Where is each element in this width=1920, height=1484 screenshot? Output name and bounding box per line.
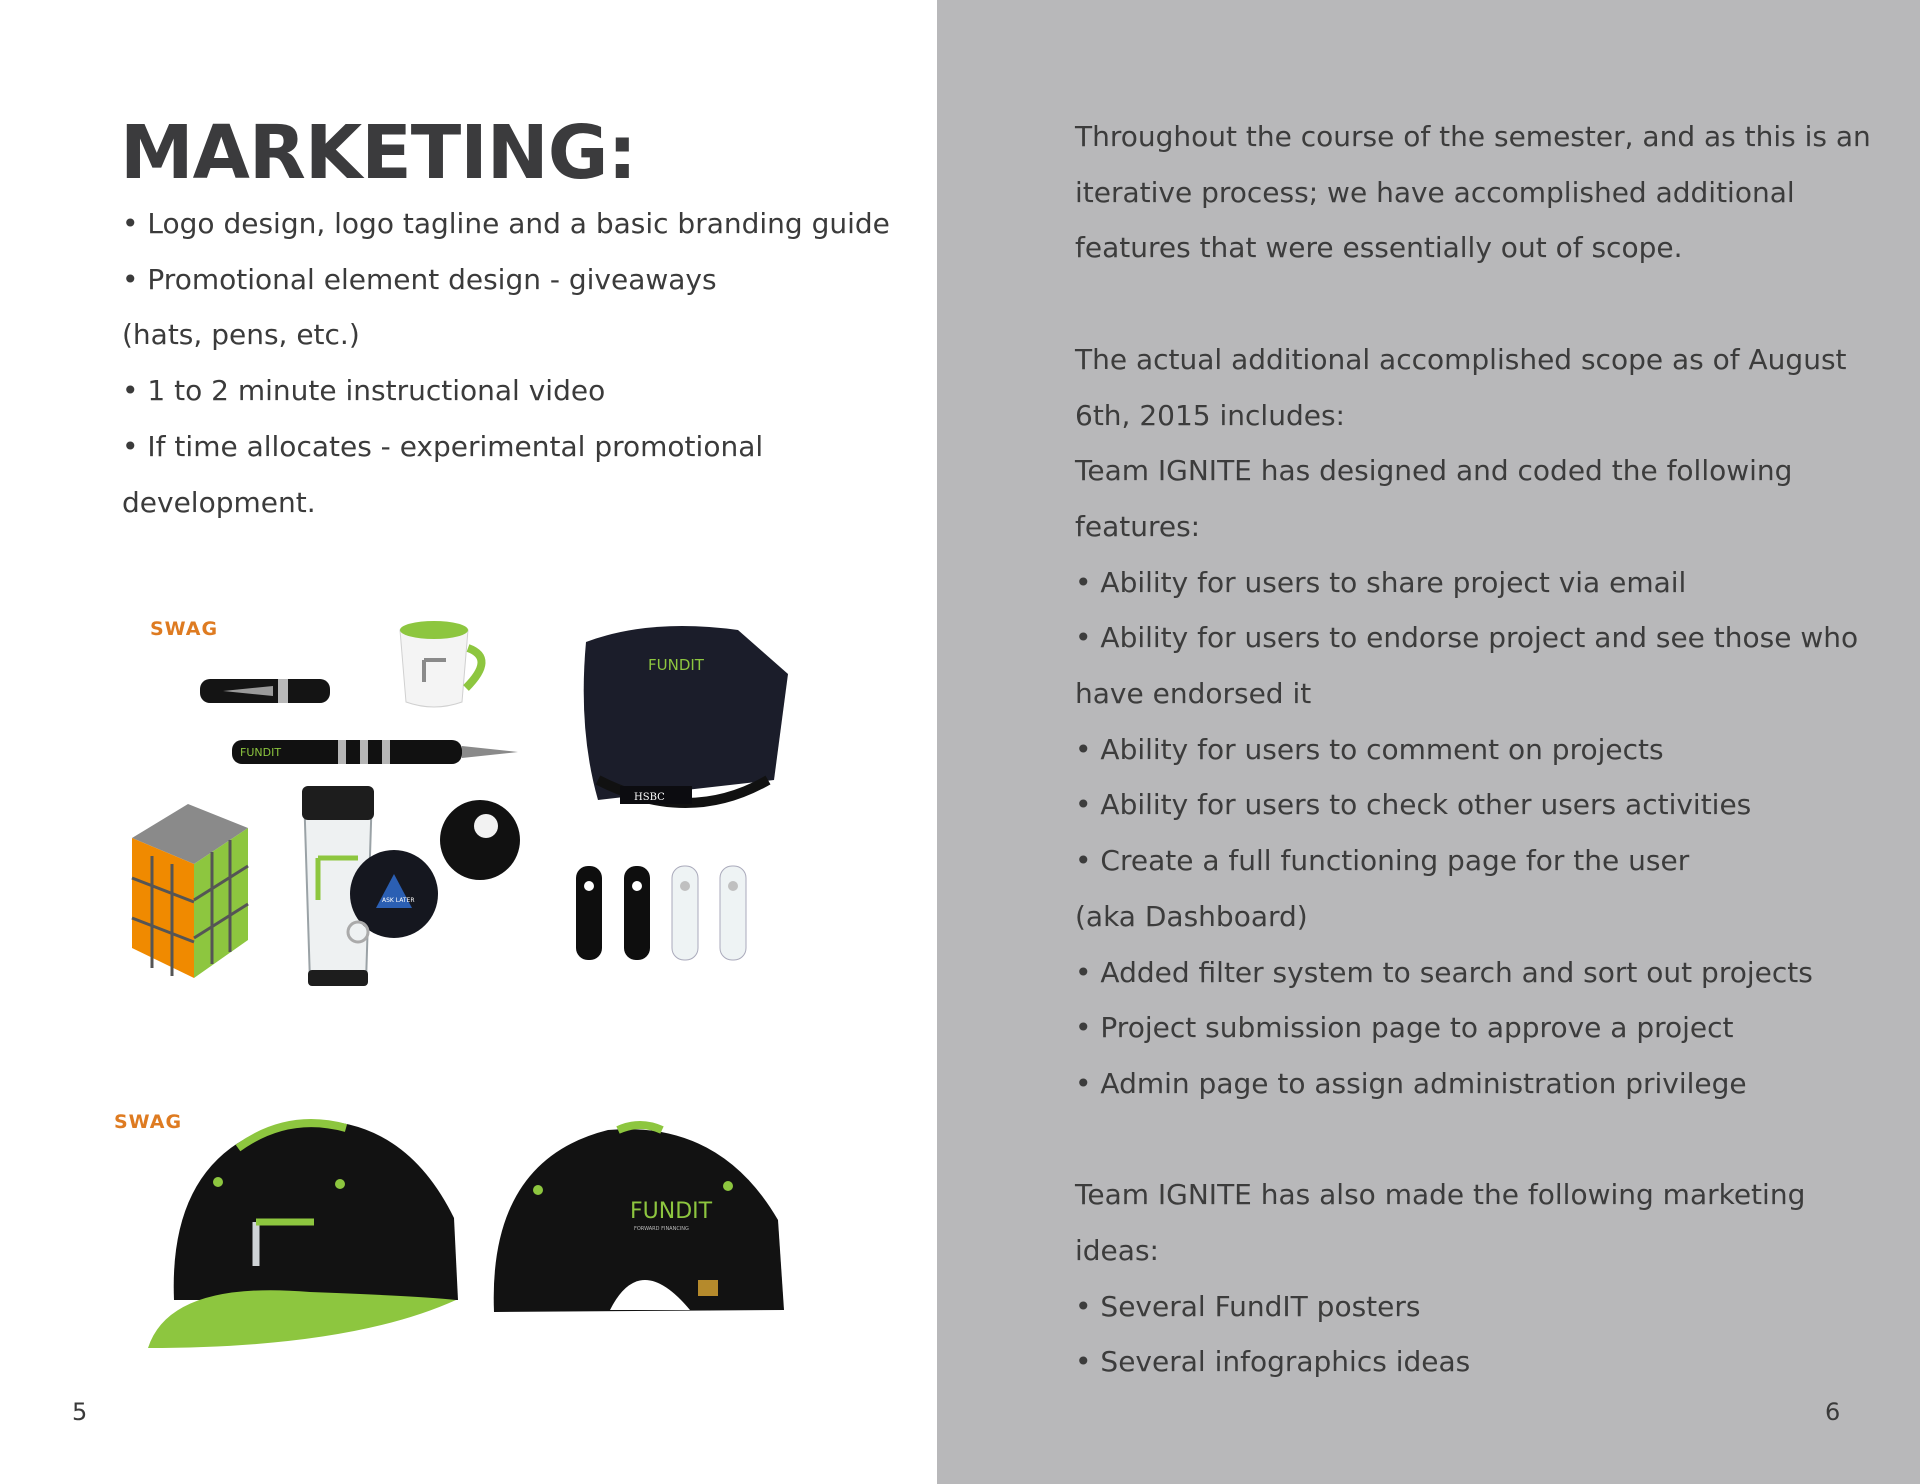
swag-items-illustration [128,590,800,1010]
list-item: • Create a full functioning page for the user [1075,844,1690,878]
text-line: Throughout the course of the semester, and as this is an [1075,120,1871,153]
mug-image [400,621,482,707]
list-item: • Added filter system to search and sort out projects [1075,955,1813,989]
ball-text: ASK LATER [382,897,415,904]
page-number: 6 [1825,1398,1841,1426]
pen-logo: FUNDIT [240,746,282,759]
text-line [1075,1112,1835,1168]
cap-tagline: FORWARD FINANCING [634,1226,689,1232]
cap-sponsor: HSBC [652,1299,680,1309]
list-item: • Several FundIT posters [1075,1289,1421,1323]
text-line: The actual additional accomplished scope as of August [1075,342,1847,376]
list-item: • Several infographics ideas [1075,1345,1471,1379]
pocket-knife-image [576,866,746,960]
scope-text-block [1075,109,1871,1390]
text-line: have endorsed it [1075,677,1312,711]
messenger-bag-image [584,626,788,804]
cap-logo: FUNDIT [630,1199,713,1224]
pen-fundit-image [232,740,518,764]
list-item: • Project submission page to approve a project [1075,1011,1734,1045]
list-item: • 1 to 2 minute instructional video [122,374,606,408]
list-item: • Ability for users to comment on projects [1075,732,1664,766]
page-number: 5 [72,1398,88,1426]
list-item: (hats, pens, etc.) [122,318,360,352]
puzzle-cube-image [132,804,248,978]
marketing-bullet-list [122,196,902,530]
left-page [0,0,937,1484]
swag-caps-photo [110,1100,800,1370]
text-line: ideas: [1075,1234,1159,1268]
cap-front-image [148,1120,458,1348]
pen-capped-image [200,679,330,703]
eight-ball-image [348,800,520,942]
list-item: • Admin page to assign administration privilege [1075,1066,1747,1100]
text-line: Team IGNITE has also made the following marketing [1075,1178,1806,1212]
bag-sponsor: HSBC [634,792,665,803]
list-item: • Promotional element design - giveaways [122,262,717,296]
bag-logo: FUNDIT [648,656,704,674]
list-item: • Ability for users to check other users activities [1075,788,1752,822]
swag-items-photo [128,590,800,1010]
page-heading: MARKETING: [120,110,637,196]
text-line [1075,276,1835,332]
text-line: iterative process; we have accomplished additional [1075,175,1795,209]
text-line: Team IGNITE has designed and coded the following [1075,454,1793,488]
text-line: 6th, 2015 includes: [1075,398,1345,432]
text-line: (aka Dashboard) [1075,899,1308,933]
list-item: • If time allocates - experimental promotional [122,429,764,463]
list-item: • Logo design, logo tagline and a basic branding guide [122,207,890,240]
swag-label: SWAG [114,1111,183,1133]
caps-illustration [110,1100,800,1370]
list-item: development. [122,485,316,519]
list-item: • Ability for users to endorse project and see those who [1075,621,1859,655]
list-item: • Ability for users to share project via email [1075,565,1687,599]
swag-label: SWAG [150,618,219,640]
text-line: features that were essentially out of scope. [1075,231,1683,265]
text-line: features: [1075,509,1201,543]
cap-back-image [494,1125,784,1312]
